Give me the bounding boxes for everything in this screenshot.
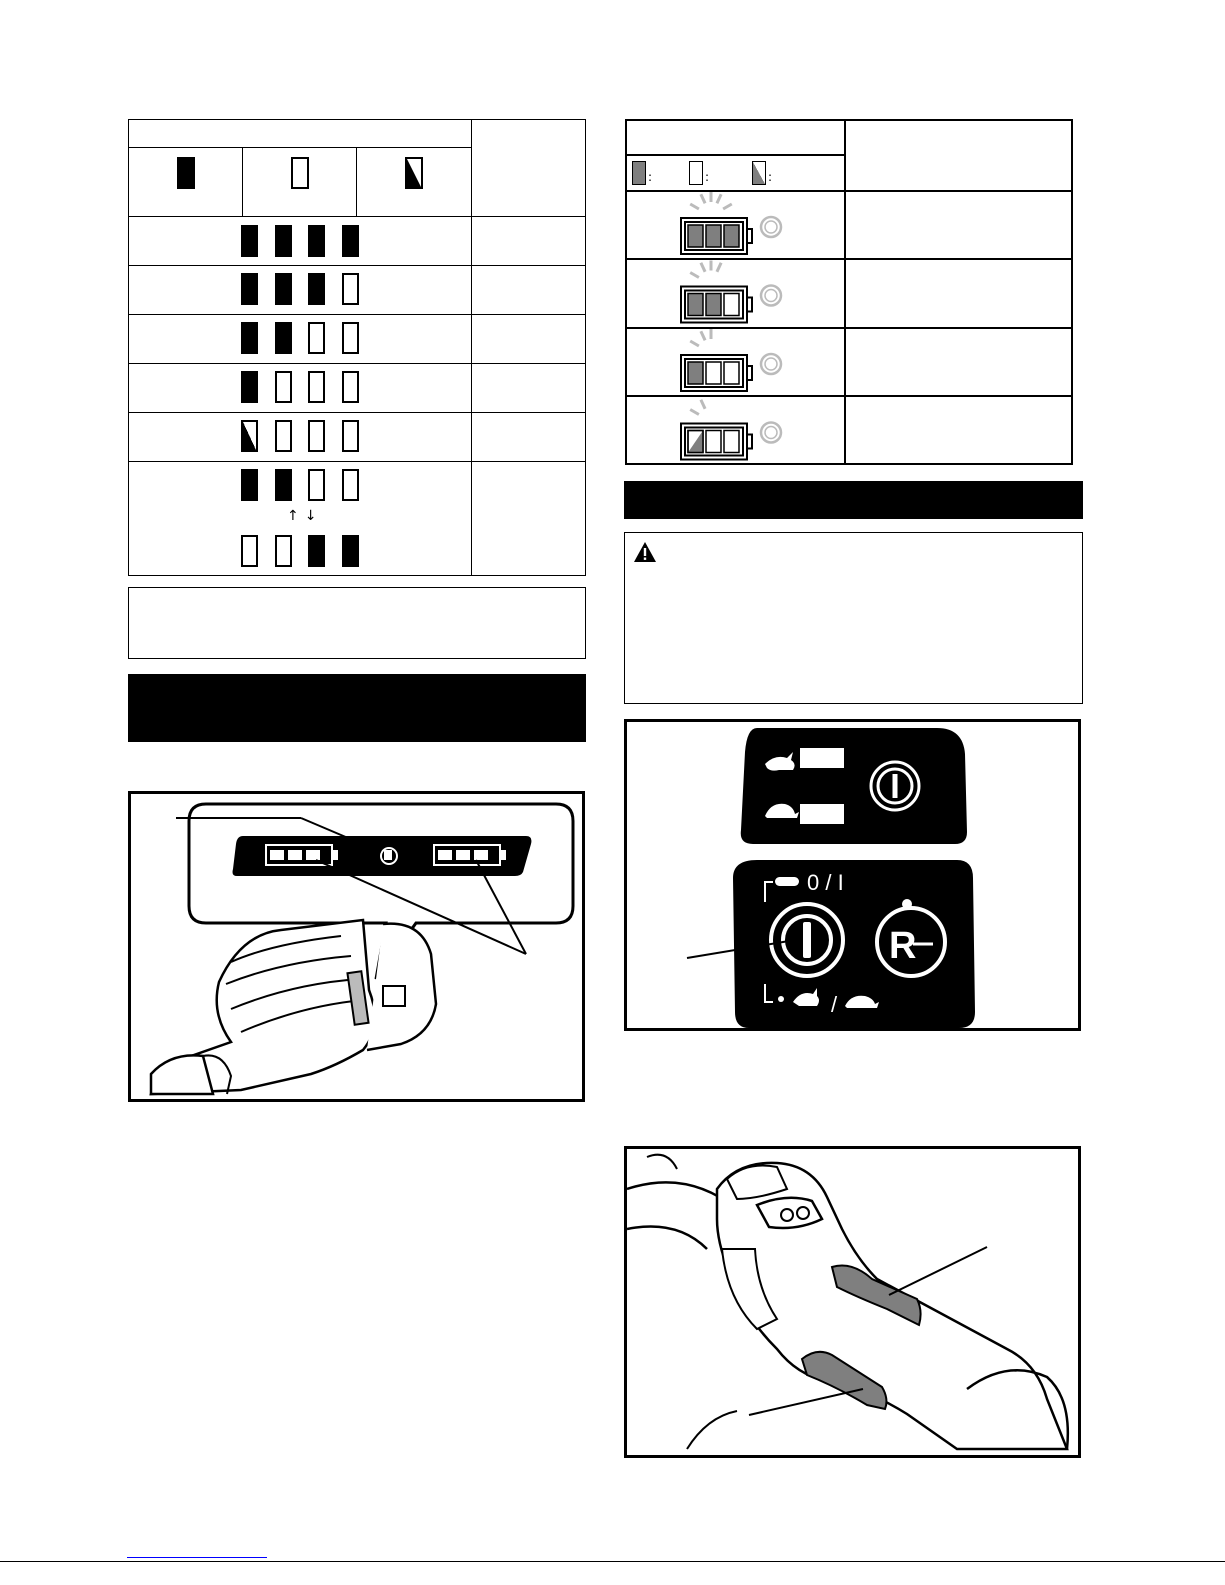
section-heading-bar (624, 481, 1083, 519)
indicator-segment (241, 371, 258, 403)
indicator-segment (308, 535, 325, 567)
footer-rule (0, 1561, 1225, 1562)
charge-indicator-graphics (625, 190, 844, 465)
indicator-segment (342, 225, 359, 257)
indicator-segment (241, 225, 258, 257)
battery-charge-icon (681, 400, 781, 460)
indicator-segment (275, 420, 292, 452)
section-heading-bar (128, 674, 586, 742)
indicator-segment (342, 469, 359, 501)
indicator-segment (275, 535, 292, 567)
indicator-segment (275, 469, 292, 501)
indicator-segment (342, 273, 359, 305)
warning-triangle-icon (633, 541, 657, 563)
off-lamp-icon (291, 157, 309, 189)
legend-off-icon (689, 161, 703, 185)
indicator-segment (308, 225, 325, 257)
indicator-segment (308, 322, 325, 354)
warning-box (624, 532, 1083, 704)
legend-colon: : (768, 170, 773, 184)
indicator-segment (241, 535, 258, 567)
indicator-segment (275, 322, 292, 354)
battery-indicator-figure (128, 791, 585, 1102)
legend-colon: : (705, 170, 710, 184)
handle-illustration (627, 1149, 1081, 1458)
indicator-segment (342, 535, 359, 567)
indicator-segment (241, 322, 258, 354)
battery-charge-icon (681, 261, 781, 323)
tool-illustration (131, 794, 585, 1102)
blinking-lamp-icon (405, 157, 423, 189)
legend-blinking-icon (752, 161, 766, 185)
battery-charge-icon (681, 192, 781, 254)
indicator-segment (275, 273, 292, 305)
indicator-segment (241, 273, 258, 305)
handle-figure (624, 1146, 1081, 1458)
control-panel-illustration (627, 722, 1081, 1031)
indicator-segment (308, 469, 325, 501)
svg-text:R: R (889, 925, 917, 967)
switch-label: 0 / I (807, 870, 844, 895)
indicator-segment (275, 371, 292, 403)
indicator-segment (342, 371, 359, 403)
legend-colon: : (648, 170, 653, 184)
control-panel-figure (624, 719, 1081, 1031)
footer-link-underline[interactable] (127, 1557, 267, 1558)
lit-lamp-icon (177, 157, 195, 189)
indicator-segment (342, 420, 359, 452)
svg-text:/: / (831, 992, 838, 1017)
indicator-segment (308, 371, 325, 403)
indicator-segment (275, 225, 292, 257)
note-box (128, 587, 586, 659)
alternating-arrows: ↑↓ (287, 508, 323, 524)
battery-charge-icon (681, 329, 781, 391)
indicator-segment (241, 469, 258, 501)
legend-lit-icon (632, 161, 646, 185)
indicator-segment (308, 273, 325, 305)
indicator-segment (342, 322, 359, 354)
indicator-segment (308, 420, 325, 452)
indicator-segment (241, 420, 258, 452)
